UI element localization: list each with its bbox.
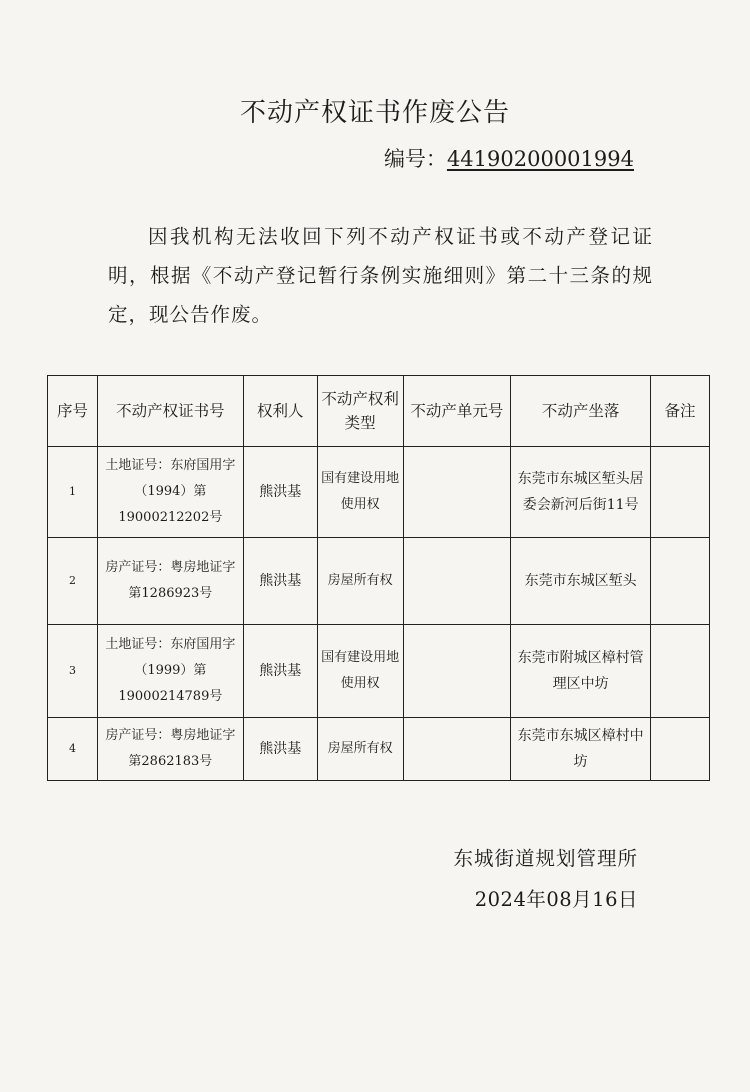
issuer-signature: 东城街道规划管理所 bbox=[453, 847, 638, 870]
doc-number-value: 44190200001994 bbox=[446, 147, 634, 171]
cell-location: 东莞市东城区樟村中坊 bbox=[511, 718, 651, 781]
certificate-table bbox=[47, 375, 710, 781]
header-note: 备注 bbox=[651, 376, 710, 447]
cell-right-type: 国有建设用地使用权 bbox=[317, 447, 403, 538]
cell-owner: 熊洪基 bbox=[243, 447, 317, 538]
doc-number bbox=[384, 143, 638, 173]
cell-note bbox=[651, 538, 710, 625]
cell-note bbox=[651, 625, 710, 718]
cell-note bbox=[651, 447, 710, 538]
cell-location: 东莞市东城区堑头居委会新河后街11号 bbox=[511, 447, 651, 538]
table-row bbox=[48, 718, 710, 781]
table-header-row bbox=[48, 376, 710, 447]
cell-unit-no bbox=[403, 538, 511, 625]
cell-unit-no bbox=[403, 718, 511, 781]
cell-seq: 2 bbox=[48, 538, 98, 625]
cell-seq: 3 bbox=[48, 625, 98, 718]
cell-cert-no: 房产证号：粤房地证字第2862183号 bbox=[97, 718, 243, 781]
cell-right-type: 房屋所有权 bbox=[317, 718, 403, 781]
table-row bbox=[48, 447, 710, 538]
cell-location: 东莞市附城区樟村管理区中坊 bbox=[511, 625, 651, 718]
cell-cert-no: 房产证号：粤房地证字第1286923号 bbox=[97, 538, 243, 625]
cell-unit-no bbox=[403, 447, 511, 538]
cell-unit-no bbox=[403, 625, 511, 718]
cell-note bbox=[651, 718, 710, 781]
cell-owner: 熊洪基 bbox=[243, 538, 317, 625]
cell-seq: 1 bbox=[48, 447, 98, 538]
cell-location: 东莞市东城区堑头 bbox=[511, 538, 651, 625]
cell-owner: 熊洪基 bbox=[243, 625, 317, 718]
table-row bbox=[48, 625, 710, 718]
page-title: 不动产权证书作废公告 bbox=[239, 98, 510, 128]
table-row bbox=[48, 538, 710, 625]
header-unit-no: 不动产单元号 bbox=[403, 376, 511, 447]
header-seq: 序号 bbox=[48, 376, 98, 447]
doc-number-label: 编号： bbox=[383, 147, 447, 171]
cell-right-type: 国有建设用地使用权 bbox=[317, 625, 403, 718]
cell-seq: 4 bbox=[48, 718, 98, 781]
cell-right-type: 房屋所有权 bbox=[317, 538, 403, 625]
body-paragraph: 因我机构无法收回下列不动产权证书或不动产登记证明，根据《不动产登记暂行条例实施细则》第二十三条的规定，现公告作废。 bbox=[108, 225, 653, 326]
cell-cert-no: 土地证号：东府国用字（1999）第19000214789号 bbox=[97, 625, 243, 718]
header-cert-no: 不动产权证书号 bbox=[97, 376, 243, 447]
cell-cert-no: 土地证号：东府国用字（1994）第19000212202号 bbox=[97, 447, 243, 538]
cell-owner: 熊洪基 bbox=[243, 718, 317, 781]
header-location: 不动产坐落 bbox=[511, 376, 651, 447]
header-right-type: 不动产权利类型 bbox=[317, 376, 403, 447]
issue-date: 2024年08月16日 bbox=[474, 888, 638, 911]
header-owner: 权利人 bbox=[243, 376, 317, 447]
